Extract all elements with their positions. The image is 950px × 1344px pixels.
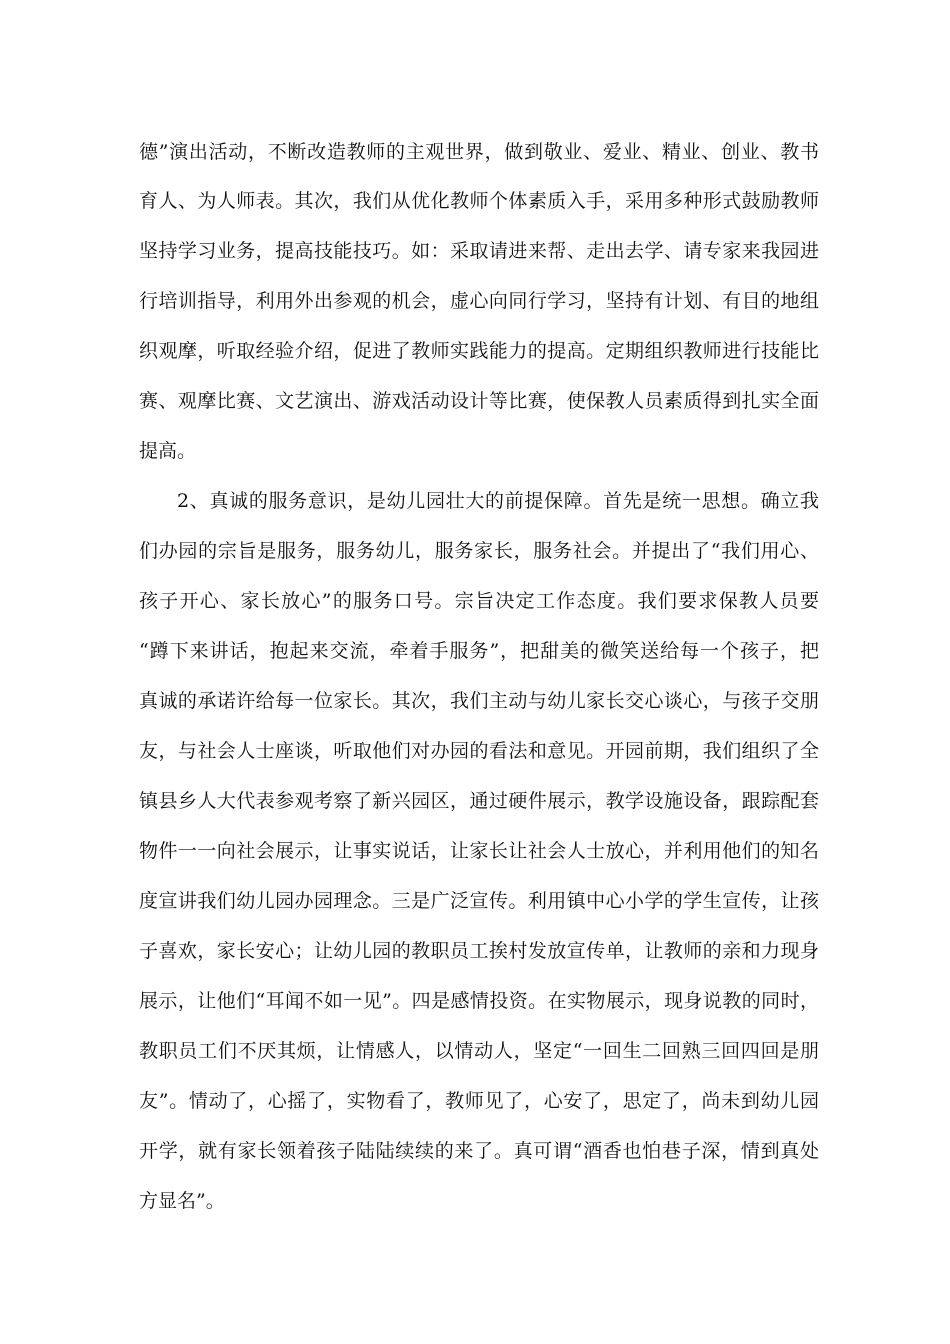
text-line: 赛、观摩比赛、文艺演出、游戏活动设计等比赛，使保教人员素质得到扎实全面 (139, 390, 819, 412)
text-line: 子喜欢，家长安心；让幼儿园的教职员工挨村发放宣传单，让教师的亲和力现身 (139, 940, 819, 962)
text-line: 德”演出活动，不断改造教师的主观世界，做到敬业、爱业、精业、创业、教书 (139, 141, 819, 163)
text-line: 提高。 (139, 440, 197, 462)
text-line: 镇县乡人大代表参观考察了新兴园区，通过硬件展示，教学设施设备，跟踪配套 (139, 790, 819, 812)
text-line: “蹲下来讲话，抱起来交流，牵着手服务”，把甜美的微笑送给每一个孩子，把 (139, 640, 819, 662)
text-line: 开学，就有家长领着孩子陆陆续续的来了。真可谓“酒香也怕巷子深，情到真处 (139, 1140, 819, 1162)
text-line: 展示，让他们“耳闻不如一见”。四是感情投资。在实物展示，现身说教的同时， (139, 990, 819, 1012)
text-line: 方显名”。 (139, 1190, 225, 1212)
text-line: 教职员工们不厌其烦，让情感人，以情动人，坚定“一回生二回熟三回四回是朋 (139, 1040, 819, 1062)
paragraph-start-line: 2、真诚的服务意识，是幼儿园壮大的前提保障。首先是统一思想。确立我 (177, 490, 819, 512)
text-line: 行培训指导，利用外出参观的机会，虚心向同行学习，坚持有计划、有目的地组 (139, 290, 819, 312)
text-line: 真诚的承诺许给每一位家长。其次，我们主动与幼儿家长交心谈心，与孩子交朋 (139, 690, 819, 712)
text-line: 织观摩，听取经验介绍，促进了教师实践能力的提高。定期组织教师进行技能比 (139, 340, 819, 362)
text-line: 友，与社会人士座谈，听取他们对办园的看法和意见。开园前期，我们组织了全 (139, 740, 819, 762)
text-line: 孩子开心、家长放心”的服务口号。宗旨决定工作态度。我们要求保教人员要 (139, 590, 819, 612)
text-line: 育人、为人师表。其次，我们从优化教师个体素质入手，采用多种形式鼓励教师 (139, 190, 819, 212)
text-line: 物件一一向社会展示，让事实说话，让家长让社会人士放心，并利用他们的知名 (139, 840, 819, 862)
text-line: 坚持学习业务，提高技能技巧。如：采取请进来帮、走出去学、请专家来我园进 (139, 240, 819, 262)
text-line: 度宣讲我们幼儿园办园理念。三是广泛宣传。利用镇中心小学的学生宣传，让孩 (139, 890, 819, 912)
text-line: 们办园的宗旨是服务，服务幼儿，服务家长，服务社会。并提出了“我们用心、 (139, 540, 819, 562)
text-line: 友”。情动了，心摇了，实物看了，教师见了，心安了，思定了，尚未到幼儿园 (139, 1090, 819, 1112)
